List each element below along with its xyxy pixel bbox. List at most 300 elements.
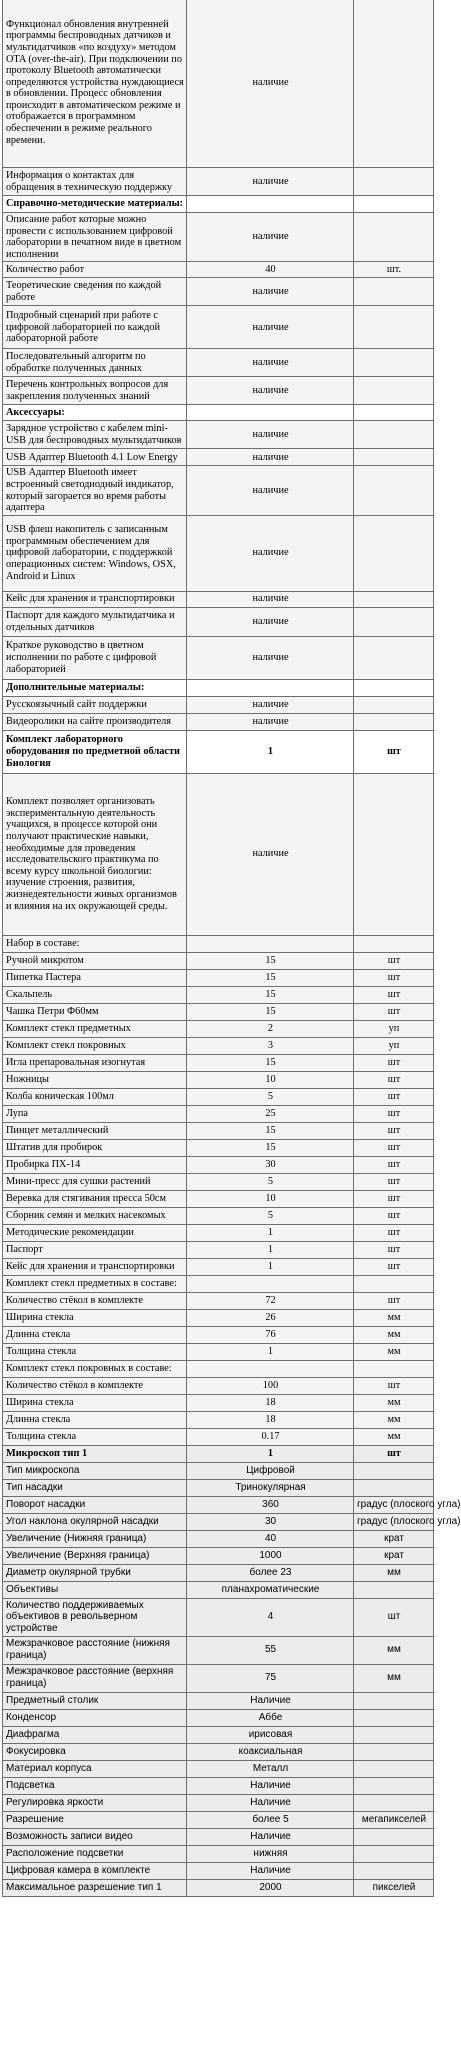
item-unit-cell: [354, 1828, 434, 1845]
item-name-cell: Колба коническая 100мл: [3, 1088, 187, 1105]
table-row: [3, 1479, 434, 1496]
item-unit-cell: [354, 168, 434, 196]
table-row: [3, 213, 434, 262]
table-row: [3, 1054, 434, 1071]
item-unit-cell: мм: [354, 1564, 434, 1581]
item-name-cell: Перечень контрольных вопросов для закрепления полученных знаний: [3, 377, 187, 405]
item-value-cell: более 5: [187, 1811, 354, 1828]
table-row: [3, 1139, 434, 1156]
item-value-cell: наличие: [187, 591, 354, 607]
item-unit-cell: [354, 1743, 434, 1760]
item-unit-cell: мм: [354, 1428, 434, 1445]
item-unit-cell: [354, 0, 434, 168]
item-unit-cell: шт: [354, 1445, 434, 1462]
item-unit-cell: крат: [354, 1547, 434, 1564]
item-name-cell: Описание работ которые можно провести с использованием цифровой лаборатории в печатном виде в цветном исполнении: [3, 213, 187, 262]
table-row: [3, 730, 434, 773]
item-unit-cell: шт: [354, 1003, 434, 1020]
item-name-cell: Межзрачковое расстояние (нижняя граница): [3, 1636, 187, 1664]
table-row: [3, 1360, 434, 1377]
item-name-cell: Ручной микротом: [3, 952, 187, 969]
item-name-cell: Ножницы: [3, 1071, 187, 1088]
item-value-cell: 55: [187, 1636, 354, 1664]
item-name-cell: Лупа: [3, 1105, 187, 1122]
item-name-cell: Цифровая камера в комплекте: [3, 1862, 187, 1879]
item-value-cell: 72: [187, 1292, 354, 1309]
item-value-cell: [187, 935, 354, 952]
item-name-cell: Увеличение (Нижняя граница): [3, 1530, 187, 1547]
item-value-cell: наличие: [187, 0, 354, 168]
table-row: [3, 1411, 434, 1428]
table-row: [3, 1794, 434, 1811]
item-unit-cell: мм: [354, 1309, 434, 1326]
item-unit-cell: пикселей: [354, 1879, 434, 1896]
table-row: [3, 1530, 434, 1547]
item-name-cell: Сборник семян и мелких насекомых: [3, 1207, 187, 1224]
item-name-cell: Диафрагма: [3, 1726, 187, 1743]
item-value-cell: более 23: [187, 1564, 354, 1581]
table-row: [3, 1428, 434, 1445]
table-row: [3, 1581, 434, 1598]
item-value-cell: [187, 1275, 354, 1292]
table-row: [3, 1862, 434, 1879]
item-name-cell: Паспорт для каждого мультидатчика и отдельных датчиков: [3, 607, 187, 636]
item-value-cell: коаксиальная: [187, 1743, 354, 1760]
item-name-cell: Русскоязычный сайт поддержки: [3, 696, 187, 713]
item-name-cell: Диаметр окулярной трубки: [3, 1564, 187, 1581]
item-name-cell: Пипетка Пастера: [3, 969, 187, 986]
item-unit-cell: [354, 636, 434, 679]
item-unit-cell: [354, 1760, 434, 1777]
item-unit-cell: [354, 377, 434, 405]
table-row: [3, 773, 434, 935]
item-value-cell: наличие: [187, 713, 354, 730]
item-name-cell: Предметный столик: [3, 1692, 187, 1709]
item-unit-cell: шт: [354, 1190, 434, 1207]
item-value-cell: 5: [187, 1088, 354, 1105]
item-value-cell: наличие: [187, 515, 354, 591]
table-row: [3, 696, 434, 713]
item-name-cell: Видеоролики на сайте производителя: [3, 713, 187, 730]
item-value-cell: 1: [187, 1258, 354, 1275]
item-name-cell: Количество стёкол в комплекте: [3, 1377, 187, 1394]
item-name-cell: Набор в составе:: [3, 935, 187, 952]
item-name-cell: Кейс для хранения и транспортировки: [3, 591, 187, 607]
item-unit-cell: [354, 679, 434, 696]
item-value-cell: 18: [187, 1394, 354, 1411]
item-value-cell: наличие: [187, 377, 354, 405]
item-value-cell: Аббе: [187, 1709, 354, 1726]
item-value-cell: 30: [187, 1156, 354, 1173]
item-name-cell: Поворот насадки: [3, 1496, 187, 1513]
item-name-cell: USB Адаптер Bluetooth имеет встроенный светодиодный индикатор, который загорается во время работы адаптера: [3, 466, 187, 515]
item-value-cell: планахроматические: [187, 1581, 354, 1598]
item-value-cell: Наличие: [187, 1777, 354, 1794]
item-unit-cell: градус (плоского угла): [354, 1496, 434, 1513]
item-unit-cell: шт: [354, 1292, 434, 1309]
item-name-cell: Микроскоп тип 1: [3, 1445, 187, 1462]
table-row: [3, 1777, 434, 1794]
item-unit-cell: [354, 1777, 434, 1794]
table-row: [3, 952, 434, 969]
item-unit-cell: [354, 196, 434, 213]
item-unit-cell: [354, 306, 434, 349]
item-unit-cell: [354, 935, 434, 952]
item-unit-cell: [354, 213, 434, 262]
table-row: [3, 1173, 434, 1190]
table-row: [3, 986, 434, 1003]
item-name-cell: Ширина стекла: [3, 1309, 187, 1326]
item-value-cell: ирисовая: [187, 1726, 354, 1743]
item-name-cell: Толщина стекла: [3, 1428, 187, 1445]
item-unit-cell: мм: [354, 1343, 434, 1360]
table-row: [3, 306, 434, 349]
item-name-cell: Комплект стекл предметных: [3, 1020, 187, 1037]
item-name-cell: Расположение подсветки: [3, 1845, 187, 1862]
table-row: [3, 1726, 434, 1743]
item-name-cell: USB Адаптер Bluetooth 4.1 Low Energy: [3, 449, 187, 466]
item-unit-cell: [354, 1709, 434, 1726]
item-value-cell: 10: [187, 1190, 354, 1207]
item-value-cell: Наличие: [187, 1828, 354, 1845]
item-name-cell: Межзрачковое расстояние (верхняя граница): [3, 1664, 187, 1692]
item-name-cell: Методические рекомендации: [3, 1224, 187, 1241]
item-name-cell: Скальпель: [3, 986, 187, 1003]
item-value-cell: [187, 679, 354, 696]
item-name-cell: Угол наклона окулярной насадки: [3, 1513, 187, 1530]
table-row: [3, 349, 434, 377]
item-name-cell: Подсветка: [3, 1777, 187, 1794]
table-row: [3, 377, 434, 405]
item-unit-cell: шт: [354, 986, 434, 1003]
item-name-cell: Комплект стекл предметных в составе:: [3, 1275, 187, 1292]
table-row: [3, 1326, 434, 1343]
item-unit-cell: шт: [354, 1173, 434, 1190]
item-unit-cell: шт: [354, 1088, 434, 1105]
item-value-cell: нижняя: [187, 1845, 354, 1862]
item-unit-cell: [354, 1479, 434, 1496]
item-value-cell: 76: [187, 1326, 354, 1343]
item-unit-cell: [354, 696, 434, 713]
table-row: [3, 1845, 434, 1862]
item-value-cell: [187, 405, 354, 421]
item-value-cell: наличие: [187, 773, 354, 935]
item-unit-cell: [354, 591, 434, 607]
item-name-cell: Штатив для пробирок: [3, 1139, 187, 1156]
table-row: [3, 1496, 434, 1513]
table-row: [3, 1692, 434, 1709]
item-value-cell: 2: [187, 1020, 354, 1037]
item-unit-cell: градус (плоского угла): [354, 1513, 434, 1530]
item-value-cell: 15: [187, 1003, 354, 1020]
item-name-cell: Зарядное устройство с кабелем mini-USB для беспроводных мультидатчиков: [3, 421, 187, 449]
item-unit-cell: [354, 1794, 434, 1811]
item-name-cell: Регулировка яркости: [3, 1794, 187, 1811]
item-value-cell: 1: [187, 1224, 354, 1241]
table-row: [3, 1071, 434, 1088]
item-value-cell: 1: [187, 730, 354, 773]
item-unit-cell: [354, 1360, 434, 1377]
table-row: [3, 405, 434, 421]
item-value-cell: Наличие: [187, 1862, 354, 1879]
item-name-cell: Объективы: [3, 1581, 187, 1598]
table-row: [3, 1224, 434, 1241]
item-name-cell: Краткое руководство в цветном исполнении по работе с цифровой лабораторией: [3, 636, 187, 679]
item-name-cell: Чашка Петри Ф60мм: [3, 1003, 187, 1020]
item-unit-cell: шт: [354, 1156, 434, 1173]
table-row: [3, 1258, 434, 1275]
item-value-cell: Наличие: [187, 1794, 354, 1811]
item-value-cell: Тринокулярная: [187, 1479, 354, 1496]
table-row: [3, 421, 434, 449]
item-value-cell: наличие: [187, 607, 354, 636]
item-unit-cell: мм: [354, 1326, 434, 1343]
item-unit-cell: шт: [354, 1241, 434, 1258]
item-value-cell: 1: [187, 1241, 354, 1258]
item-value-cell: [187, 196, 354, 213]
table-row: [3, 607, 434, 636]
table-row: [3, 969, 434, 986]
item-name-cell: Последовательный алгоритм по обработке полученных данных: [3, 349, 187, 377]
item-value-cell: 15: [187, 969, 354, 986]
item-value-cell: Металл: [187, 1760, 354, 1777]
item-name-cell: Комплект стекл покровных в составе:: [3, 1360, 187, 1377]
table-row: [3, 1088, 434, 1105]
item-name-cell: Комплект лабораторного оборудования по предметной области Биология: [3, 730, 187, 773]
item-unit-cell: [354, 1726, 434, 1743]
item-value-cell: 5: [187, 1207, 354, 1224]
item-name-cell: Теоретические сведения по каждой работе: [3, 278, 187, 306]
item-name-cell: Возможность записи видео: [3, 1828, 187, 1845]
item-unit-cell: шт: [354, 1377, 434, 1394]
item-unit-cell: шт: [354, 1105, 434, 1122]
item-unit-cell: [354, 1462, 434, 1479]
item-value-cell: [187, 1360, 354, 1377]
table-row: [3, 1343, 434, 1360]
item-unit-cell: [354, 515, 434, 591]
item-value-cell: 15: [187, 952, 354, 969]
item-name-cell: Конденсор: [3, 1709, 187, 1726]
item-unit-cell: шт: [354, 730, 434, 773]
item-name-cell: Тип микроскопа: [3, 1462, 187, 1479]
item-name-cell: Количество поддерживаемых объективов в револьверном устройстве: [3, 1598, 187, 1636]
table-row: [3, 196, 434, 213]
item-value-cell: 4: [187, 1598, 354, 1636]
item-value-cell: 3: [187, 1037, 354, 1054]
table-row: [3, 935, 434, 952]
item-name-cell: Комплект стекл покровных: [3, 1037, 187, 1054]
item-name-cell: Веревка для стягивания пресса 50см: [3, 1190, 187, 1207]
item-unit-cell: шт: [354, 969, 434, 986]
table-row: [3, 1664, 434, 1692]
table-row: [3, 1020, 434, 1037]
item-value-cell: наличие: [187, 636, 354, 679]
item-name-cell: Мини-пресс для сушки растений: [3, 1173, 187, 1190]
item-value-cell: наличие: [187, 466, 354, 515]
item-value-cell: наличие: [187, 213, 354, 262]
item-unit-cell: [354, 405, 434, 421]
item-name-cell: Длинна стекла: [3, 1411, 187, 1428]
item-unit-cell: [354, 421, 434, 449]
item-value-cell: Наличие: [187, 1692, 354, 1709]
table-row: [3, 1156, 434, 1173]
table-row: [3, 1207, 434, 1224]
item-value-cell: 360: [187, 1496, 354, 1513]
item-unit-cell: [354, 349, 434, 377]
item-value-cell: 40: [187, 262, 354, 278]
table-row: [3, 168, 434, 196]
item-unit-cell: шт: [354, 1071, 434, 1088]
item-name-cell: Количество стёкол в комплекте: [3, 1292, 187, 1309]
item-unit-cell: шт: [354, 1258, 434, 1275]
item-unit-cell: [354, 466, 434, 515]
item-unit-cell: мм: [354, 1636, 434, 1664]
item-unit-cell: шт: [354, 1139, 434, 1156]
table-row: [3, 0, 434, 168]
item-name-cell: Паспорт: [3, 1241, 187, 1258]
item-unit-cell: [354, 278, 434, 306]
item-value-cell: 1: [187, 1445, 354, 1462]
table-row: [3, 1292, 434, 1309]
item-value-cell: 1: [187, 1343, 354, 1360]
item-value-cell: Цифровой: [187, 1462, 354, 1479]
table-row: [3, 713, 434, 730]
table-row: [3, 1828, 434, 1845]
specification-table-body: [3, 0, 461, 1896]
item-name-cell: Подробный сценарий при работе с цифровой лабораторией по каждой лабораторной работе: [3, 306, 187, 349]
item-value-cell: наличие: [187, 696, 354, 713]
item-name-cell: Тип насадки: [3, 1479, 187, 1496]
specification-table: [2, 0, 461, 1897]
item-value-cell: 15: [187, 1139, 354, 1156]
table-row: [3, 1709, 434, 1726]
table-row: [3, 1003, 434, 1020]
table-row: [3, 1037, 434, 1054]
item-unit-cell: [354, 1845, 434, 1862]
item-value-cell: 25: [187, 1105, 354, 1122]
item-unit-cell: [354, 1692, 434, 1709]
table-row: [3, 1564, 434, 1581]
item-unit-cell: [354, 1862, 434, 1879]
table-row: [3, 1462, 434, 1479]
item-name-cell: Увеличение (Верхняя граница): [3, 1547, 187, 1564]
table-row: [3, 1105, 434, 1122]
item-name-cell: Ширина стекла: [3, 1394, 187, 1411]
item-unit-cell: [354, 1275, 434, 1292]
item-name-cell: Кейс для хранения и транспортировки: [3, 1258, 187, 1275]
table-row: [3, 1811, 434, 1828]
item-unit-cell: [354, 773, 434, 935]
item-name-cell: USB флеш накопитель с записанным программным обеспечением для цифровой лаборатории, с поддержкой операционных систем: Windows, OSX, Android и Linux: [3, 515, 187, 591]
item-name-cell: Комплект позволяет организовать экспериментальную деятельность учащихся, в процессе которой они получают практические навыки, необходимые для проведения исследовательского практикума по всему курсу школьной биологии: изучение строения, развития, жизнедеятельности живых организмов и влияния на их окружающей среды.: [3, 773, 187, 935]
table-row: [3, 636, 434, 679]
table-row: [3, 1122, 434, 1139]
table-row: [3, 449, 434, 466]
item-value-cell: 2000: [187, 1879, 354, 1896]
table-row: [3, 1241, 434, 1258]
item-name-cell: Пробирка ПХ-14: [3, 1156, 187, 1173]
table-row: [3, 679, 434, 696]
table-row: [3, 1190, 434, 1207]
item-unit-cell: [354, 713, 434, 730]
table-row: [3, 1445, 434, 1462]
table-row: [3, 1377, 434, 1394]
item-name-cell: Аксессуары:: [3, 405, 187, 421]
table-row: [3, 1598, 434, 1636]
item-name-cell: Функционал обновления внутренней программы беспроводных датчиков и мультидатчиков «по воздуху» методом OTA (over-the-air). При подключении по протоколу Bluetooth автоматически определяются устройства нуждающиеся в обновлении. Процесс обновления происходит в автоматическом режиме и отображается в программном обеспечении в режиме реального времени.: [3, 0, 187, 168]
item-name-cell: Длинна стекла: [3, 1326, 187, 1343]
item-value-cell: 30: [187, 1513, 354, 1530]
table-row: [3, 1513, 434, 1530]
item-unit-cell: шт: [354, 952, 434, 969]
item-value-cell: 100: [187, 1377, 354, 1394]
item-value-cell: наличие: [187, 449, 354, 466]
table-row: [3, 1743, 434, 1760]
table-row: [3, 1394, 434, 1411]
table-row: [3, 515, 434, 591]
item-value-cell: 18: [187, 1411, 354, 1428]
item-unit-cell: [354, 449, 434, 466]
item-value-cell: 1000: [187, 1547, 354, 1564]
item-value-cell: наличие: [187, 349, 354, 377]
item-name-cell: Фокусировка: [3, 1743, 187, 1760]
item-value-cell: 75: [187, 1664, 354, 1692]
item-name-cell: Материал корпуса: [3, 1760, 187, 1777]
item-unit-cell: шт: [354, 1122, 434, 1139]
item-name-cell: Справочно-методические материалы:: [3, 196, 187, 213]
item-unit-cell: уп: [354, 1020, 434, 1037]
item-unit-cell: шт: [354, 1598, 434, 1636]
item-name-cell: Дополнительные материалы:: [3, 679, 187, 696]
item-unit-cell: мегапикселей: [354, 1811, 434, 1828]
item-value-cell: наличие: [187, 421, 354, 449]
item-value-cell: 26: [187, 1309, 354, 1326]
table-row: [3, 466, 434, 515]
item-value-cell: 0.17: [187, 1428, 354, 1445]
item-unit-cell: крат: [354, 1530, 434, 1547]
item-value-cell: 15: [187, 1122, 354, 1139]
item-unit-cell: шт.: [354, 262, 434, 278]
item-unit-cell: мм: [354, 1394, 434, 1411]
item-name-cell: Толщина стекла: [3, 1343, 187, 1360]
item-unit-cell: мм: [354, 1664, 434, 1692]
table-row: [3, 1760, 434, 1777]
item-unit-cell: шт: [354, 1054, 434, 1071]
item-name-cell: Максимальное разрешение тип 1: [3, 1879, 187, 1896]
item-value-cell: 15: [187, 986, 354, 1003]
table-row: [3, 591, 434, 607]
table-row: [3, 1547, 434, 1564]
item-value-cell: 40: [187, 1530, 354, 1547]
item-value-cell: 5: [187, 1173, 354, 1190]
table-row: [3, 1636, 434, 1664]
table-row: [3, 262, 434, 278]
item-value-cell: наличие: [187, 306, 354, 349]
item-value-cell: 10: [187, 1071, 354, 1088]
table-row: [3, 1309, 434, 1326]
item-name-cell: Пинцет металлический: [3, 1122, 187, 1139]
item-value-cell: 15: [187, 1054, 354, 1071]
item-value-cell: наличие: [187, 278, 354, 306]
item-unit-cell: шт: [354, 1224, 434, 1241]
item-value-cell: наличие: [187, 168, 354, 196]
item-unit-cell: [354, 607, 434, 636]
item-name-cell: Разрешение: [3, 1811, 187, 1828]
item-unit-cell: мм: [354, 1411, 434, 1428]
item-unit-cell: [354, 1581, 434, 1598]
table-row: [3, 278, 434, 306]
item-unit-cell: шт: [354, 1207, 434, 1224]
